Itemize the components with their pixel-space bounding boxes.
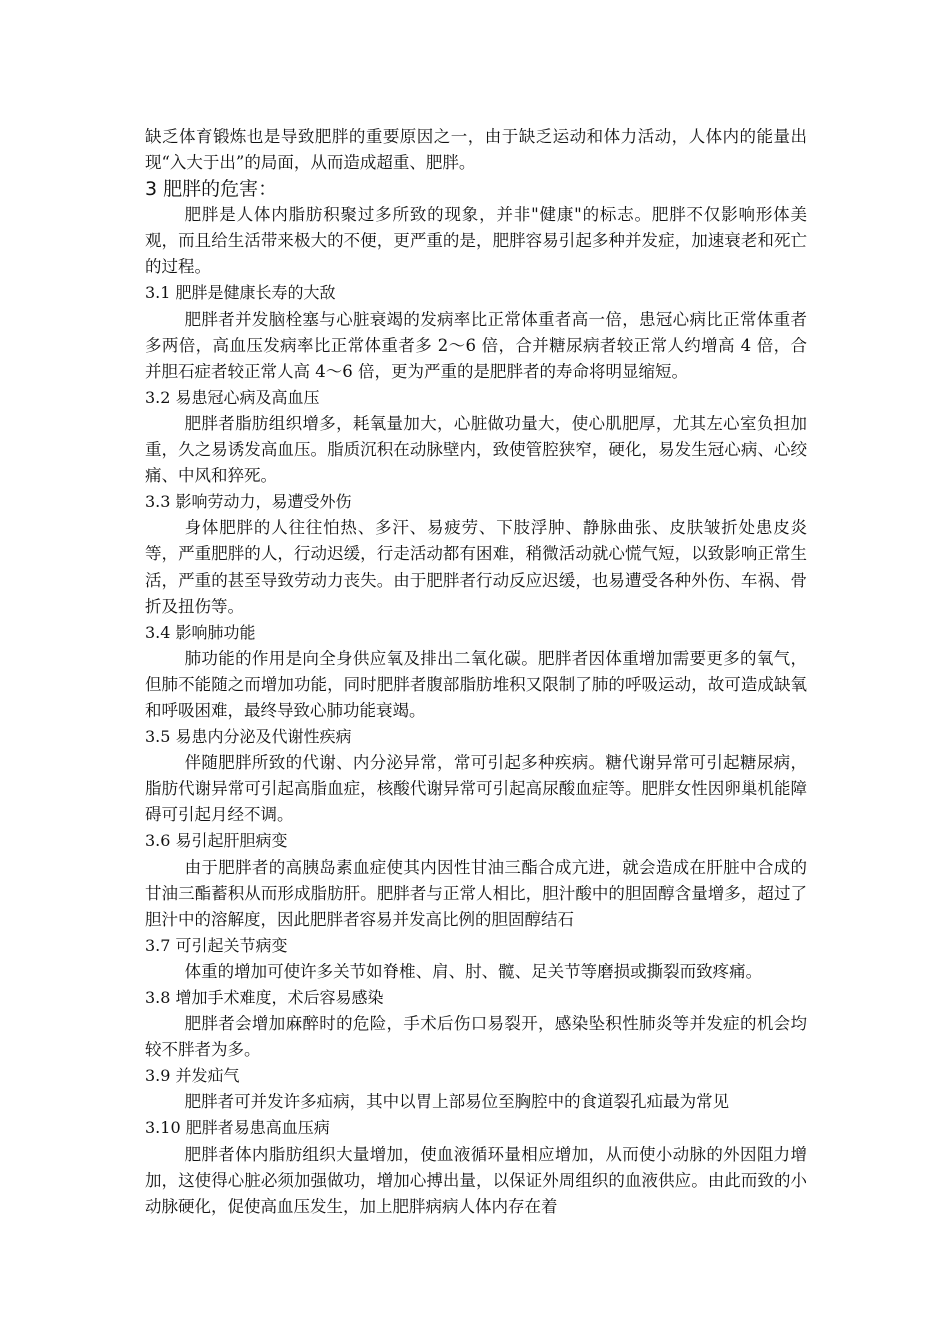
subsection-heading-3-3: 3.3 影响劳动力，易遭受外伤 [145, 492, 352, 512]
subsection-heading-3-7: 3.7 可引起关节病变 [145, 935, 288, 955]
subsection-heading-3-10: 3.10 肥胖者易患高血压病 [145, 1118, 330, 1138]
subsection-body-3-1: 肥胖者并发脑栓塞与心脏衰竭的发病率比正常体重者高一倍，患冠心病比正常体重者多两倍，高血压发病率比正常体重者多 2～6 倍，合并糖尿病者较正常人约增高 4 倍，合并胆石症者较正常人高 4～6 倍，更为严重的是肥胖者的寿命将明显缩短。 [145, 309, 807, 381]
subsection-heading-3-5: 3.5 易患内分泌及代谢性疾病 [145, 727, 352, 747]
section-intro-paragraph: 肥胖是人体内脂肪积聚过多所致的现象，并非"健康"的标志。肥胖不仅影响形体美观，而且给生活带来极大的不便，更严重的是，肥胖容易引起多种并发症，加速衰老和死亡的过程。 [145, 205, 807, 277]
intro-paragraph: 缺乏体育锻炼也是导致肥胖的重要原因之一，由于缺乏运动和体力活动，人体内的能量出现“入大于出”的局面，从而造成超重、肥胖。 [145, 127, 807, 173]
subsection-body-3-2: 肥胖者脂肪组织增多，耗氧量加大，心脏做功量大，使心肌肥厚，尤其左心室负担加重，久之易诱发高血压。脂质沉积在动脉壁内，致使管腔狭窄，硬化，易发生冠心病、心绞痛、中风和猝死。 [145, 413, 807, 486]
subsection-body-3-8: 肥胖者会增加麻醉时的危险，手术后伤口易裂开，感染坠积性肺炎等并发症的机会均较不胖者为多。 [145, 1014, 807, 1060]
subsection-body-3-5: 伴随肥胖所致的代谢、内分泌异常，常可引起多种疾病。糖代谢异常可引起糖尿病，脂肪代谢异常可引起高脂血症，核酸代谢异常可引起高尿酸血症等。肥胖女性因卵巢机能障碍可引起月经不调。 [145, 753, 807, 825]
subsection-body-3-10: 肥胖者体内脂肪组织大量增加，使血液循环量相应增加，从而使小动脉的外因阻力增加，这使得心脏必须加强做功，增加心搏出量，以保证外周组织的血液供应。由此而致的小动脉硬化，促使高血压发生，加上肥胖病病人体内存在着 [145, 1144, 807, 1216]
subsection-heading-3-9: 3.9 并发疝气 [145, 1066, 240, 1086]
subsection-heading-3-1: 3.1 肥胖是健康长寿的大敌 [145, 283, 336, 303]
subsection-heading-3-8: 3.8 增加手术难度，术后容易感染 [145, 988, 384, 1007]
subsection-body-3-9: 肥胖者可并发许多疝病，其中以胃上部易位至胸腔中的食道裂孔疝最为常见 [184, 1092, 730, 1112]
subsection-heading-3-2: 3.2 易患冠心病及高血压 [145, 387, 320, 407]
subsection-body-3-4: 肺功能的作用是向全身供应氧及排出二氧化碳。肥胖者因体重增加需要更多的氧气，但肺不能随之而增加功能，同时肥胖者腹部脂肪堆积又限制了肺的呼吸运动，故可造成缺氧和呼吸困难，最终导致心肺功能衰竭。 [145, 648, 807, 720]
subsection-body-3-7: 体重的增加可使许多关节如脊椎、肩、肘、髋、足关节等磨损或撕裂而致疼痛。 [184, 961, 763, 981]
document-page [145, 124, 807, 1220]
subsection-heading-3-6: 3.6 易引起肝胆病变 [145, 831, 288, 851]
section-title: 3 肥胖的危害： [145, 178, 278, 201]
subsection-body-3-6: 由于肥胖者的高胰岛素血症使其内因性甘油三酯合成亢进，就会造成在肝脏中合成的甘油三酯蓄积从而形成脂肪肝。肥胖者与正常人相比，胆汁酸中的胆固醇含量增多，超过了胆汁中的溶解度，因此肥胖者容易并发高比例的胆固醇结石 [145, 857, 807, 929]
subsection-heading-3-4: 3.4 影响肺功能 [145, 622, 256, 642]
subsection-body-3-3: 身体肥胖的人往往怕热、多汗、易疲劳、下肢浮肿、静脉曲张、皮肤皱折处患皮炎等，严重肥胖的人，行动迟缓，行走活动都有困难，稍微活动就心慌气短，以致影响正常生活，严重的甚至导致劳动力丧失。由于肥胖者行动反应迟缓，也易遭受各种外伤、车祸、骨折及扭伤等。 [145, 518, 807, 616]
